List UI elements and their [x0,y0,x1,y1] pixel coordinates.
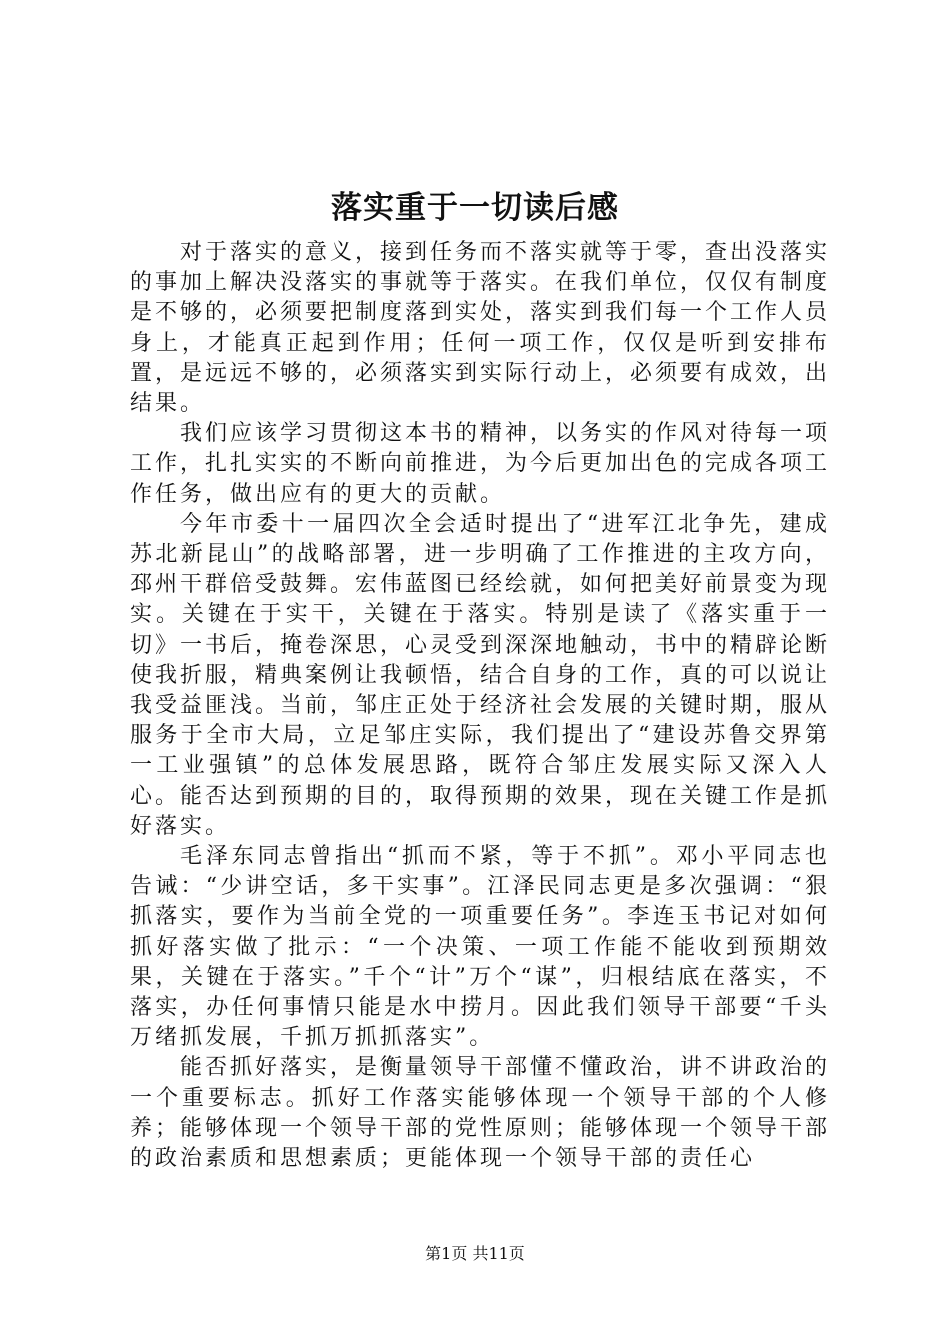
paragraph-3: 今年市委十一届四次全会适时提出了“进军江北争先，建成苏北新昆山”的战略部署，进一步明确了工作推进的主攻方向，邳州干群倍受鼓舞。宏伟蓝图已经绘就，如何把美好前景变为现实。关键在于实干，关键在于落实。特别是读了《落实重于一切》一书后，掩卷深思，心灵受到深深地触动，书中的精辟论断使我折服，精典案例让我顿悟，结合自身的工作，真的可以说让我受益匪浅。当前，邹庄正处于经济社会发展的关键时期，服从服务于全市大局，立足邹庄实际，我们提出了“建设苏鲁交界第一工业强镇”的总体发展思路，既符合邹庄发展实际又深入人心。能否达到预期的目的，取得预期的效果，现在关键工作是抓好落实。 [130,511,831,839]
document-body [130,238,830,1174]
page-number-footer: 第1页 共11页 [425,1244,525,1263]
paragraph-2: 我们应该学习贯彻这本书的精神，以务实的作风对待每一项工作，扎扎实实的不断向前推进，为今后更加出色的完成各项工作任务，做出应有的更大的贡献。 [130,421,831,507]
paragraph-4: 毛泽东同志曾指出“抓而不紧，等于不抓”。邓小平同志也告诫：“少讲空话，多干实事”。江泽民同志更是多次强调：“狠抓落实，要作为当前全党的一项重要任务”。李连玉书记对如何抓好落实做了批示：“一个决策、一项工作能不能收到预期效果，关键在于落实。”千个“计”万个“谋”，归根结底在落实，不落实，办任何事情只能是水中捞月。因此我们领导干部要“千头万绪抓发展，千抓万抓抓落实”。 [130,844,830,1051]
paragraph-5: 能否抓好落实，是衡量领导干部懂不懂政治，讲不讲政治的一个重要标志。抓好工作落实能够体现一个领导干部的个人修养；能够体现一个领导干部的党性原则；能够体现一个领导干部的政治素质和思想素质；更能体现一个领导干部的责任心 [130,1055,831,1172]
document-title: 落实重于一切读后感 [331,190,619,226]
paragraph-1: 对于落实的意义，接到任务而不落实就等于零，查出没落实的事加上解决没落实的事就等于落实。在我们单位，仅仅有制度是不够的，必须要把制度落到实处，落实到我们每一个工作人员身上，才能真正起到作用；任何一项工作，仅仅是听到安排布置，是远远不够的，必须落实到实际行动上，必须要有成效，出结果。 [130,240,831,417]
